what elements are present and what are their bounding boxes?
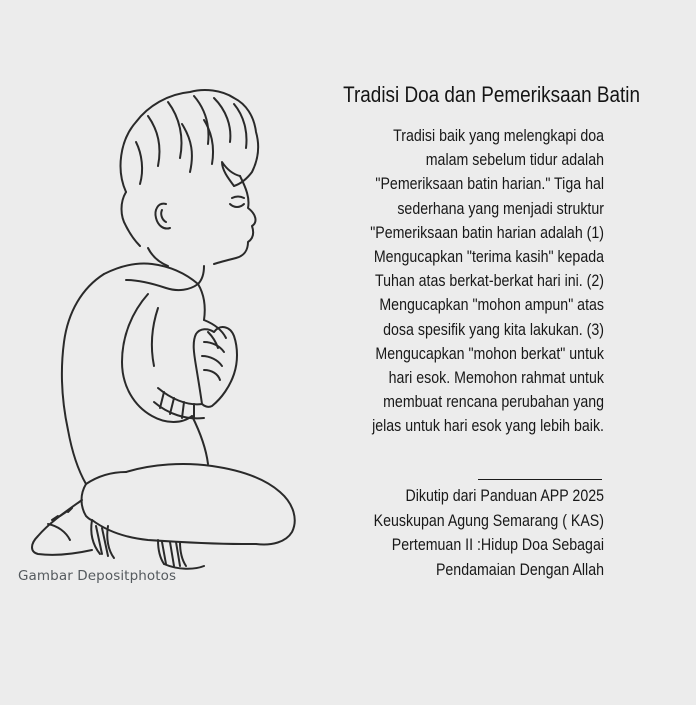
source-line: Dikutip dari Panduan APP 2025 <box>405 487 604 505</box>
article-body <box>304 124 604 439</box>
body-line: sederhana yang menjadi struktur <box>397 199 604 218</box>
source-line: Pertemuan II :Hidup Doa Sebagai <box>391 536 604 554</box>
source-citation <box>304 484 604 582</box>
body-line: Tradisi baik yang melengkapi doa <box>393 127 604 145</box>
image-credit: Gambar Depositphotos <box>18 568 177 584</box>
body-line: "Pemeriksaan batin harian adalah (1) <box>370 223 604 242</box>
body-line: Tuhan atas berkat-berkat hari ini. (2) <box>375 272 604 291</box>
body-line: "Pemeriksaan batin harian." Tiga hal <box>375 175 604 194</box>
source-separator-line <box>478 479 602 480</box>
body-line: malam sebelum tidur adalah <box>425 151 604 170</box>
body-line: Mengucapkan "mohon ampun" atas <box>379 296 604 315</box>
body-line: Mengucapkan "mohon berkat" untuk <box>375 344 604 363</box>
article-title: Tradisi Doa dan Pemeriksaan Batin <box>343 82 641 107</box>
body-line: jelas untuk hari esok yang lebih baik. <box>372 417 604 436</box>
body-line: dosa spesifik yang kita lakukan. (3) <box>383 320 604 339</box>
source-line: Pendamaian Dengan Allah <box>435 560 604 579</box>
source-line: Keuskupan Agung Semarang ( KAS) <box>373 511 604 530</box>
body-line: Mengucapkan "terima kasih" kepada <box>373 248 604 267</box>
body-line: hari esok. Memohon rahmat untuk <box>388 369 604 388</box>
body-line: membuat rencana perubahan yang <box>383 393 604 412</box>
praying-child-illustration <box>8 80 318 570</box>
